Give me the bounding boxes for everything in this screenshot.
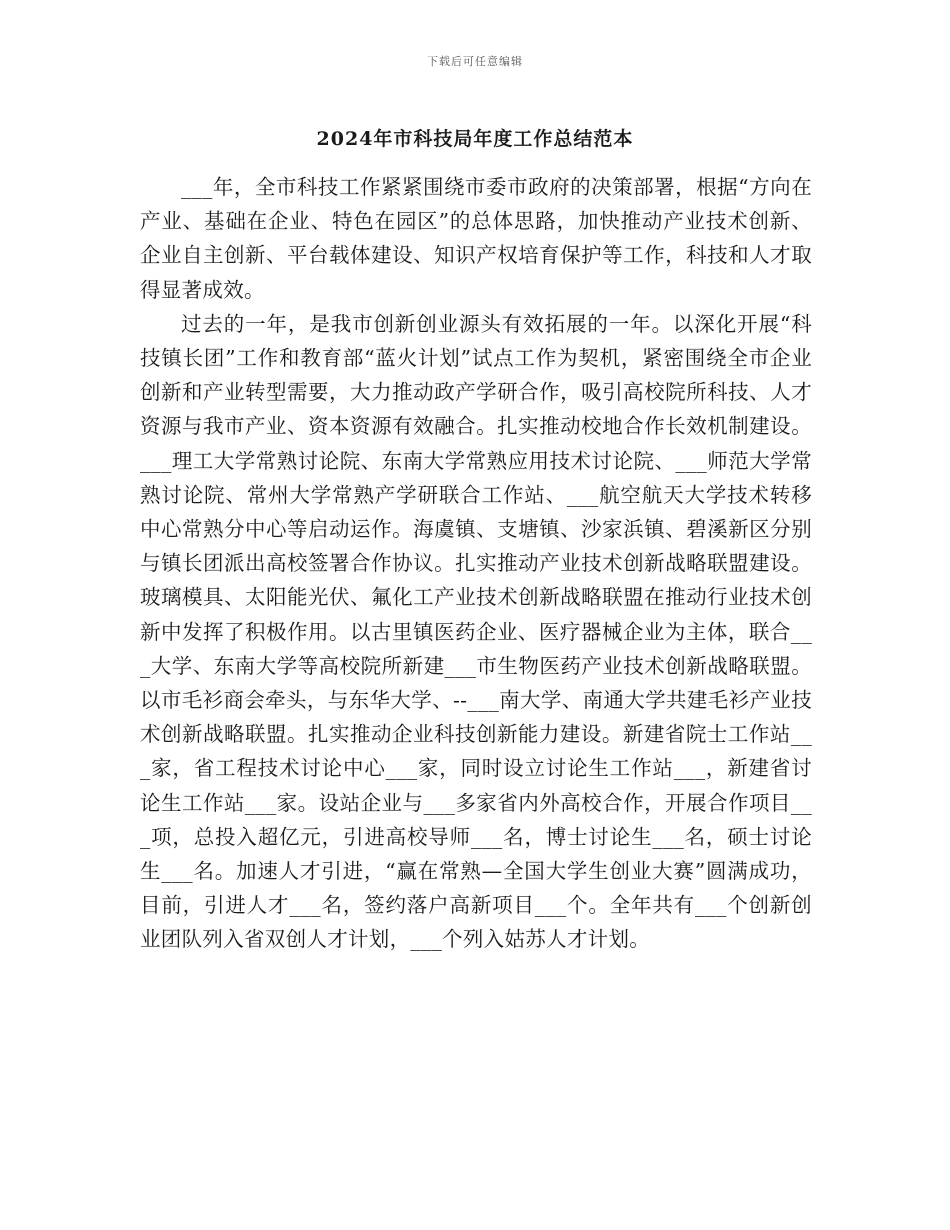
document-body — [140, 170, 812, 957]
paragraph-review: 过去的一年，是我市创新创业源头有效拓展的一年。以深化开展“科技镇长团”工作和教育部“蓝火计划”试点工作为契机，紧密围绕全市企业创新和产业转型需要，大力推动政产学研合作，吸引高校院所科技、人才资源与我市产业、资本资源有效融合。扎实推动校地合作长效机制建设。___理工大学常熟讨论院、东南大学常熟应用技术讨论院、___师范大学常熟讨论院、常州大学常熟产学研联合工作站、___航空航天大学技术转移中心常熟分中心等启动运作。海虞镇、支塘镇、沙家浜镇、碧溪新区分别与镇长团派出高校签署合作协议。扎实推动产业技术创新战略联盟建设。玻璃模具、太阳能光伏、氟化工产业技术创新战略联盟在推动行业技术创新中发挥了积极作用。以古里镇医药企业、医疗器械企业为主体，联合___大学、东南大学等高校院所新建___市生物医药产业技术创新战略联盟。以市毛衫商会牵头，与东华大学、--___南大学、南通大学共建毛衫产业技术创新战略联盟。扎实推动企业科技创新能力建设。新建省院士工作站___家，省工程技术讨论中心___家，同时设立讨论生工作站___，新建省讨论生工作站___家。设站企业与___多家省内外高校合作，开展合作项目___项，总投入超亿元，引进高校导师___名，博士讨论生___名，硕士讨论生___名。加速人才引进，“赢在常熟—全国大学生创业大赛”圆满成功，目前，引进人才___名，签约落户高新项目___个。全年共有___个创新创业团队列入省双创人才计划，___个列入姑苏人才计划。 — [140, 311, 812, 952]
paragraph-intro: ___年，全市科技工作紧紧围绕市委市政府的决策部署，根据“方向在产业、基础在企业、特色在园区”的总体思路，加快推动产业技术创新、企业自主创新、平台载体建设、知识产权培育保护等工作，科技和人才取得显著成效。 — [140, 175, 812, 302]
download-note: 下载后可任意编辑 — [427, 55, 523, 68]
document-title: 2024年市科技局年度工作总结范本 — [316, 128, 634, 150]
